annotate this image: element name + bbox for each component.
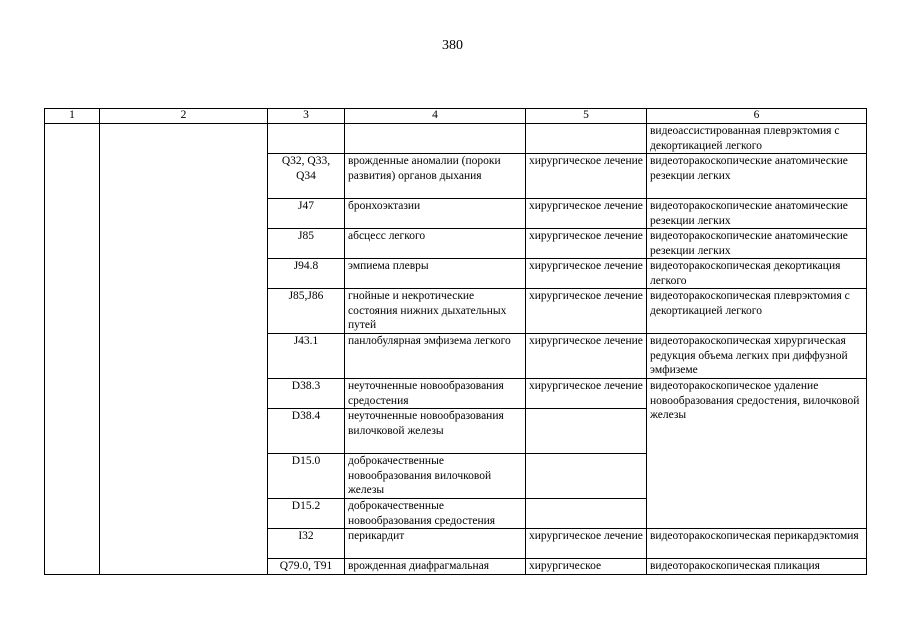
condition-cell: доброкачественные новообразования средостения xyxy=(345,499,526,529)
treatment-cell: хирургическое xyxy=(526,559,647,575)
method-cell: видеоторакоскопические анатомические резекции легких xyxy=(647,199,867,229)
code-cell: D38.3 xyxy=(268,379,345,409)
column-header: 5 xyxy=(526,109,647,124)
condition-cell: панлобулярная эмфизема легкого xyxy=(345,334,526,379)
condition-cell: неуточненные новообразования вилочковой железы xyxy=(345,409,526,454)
column-header: 6 xyxy=(647,109,867,124)
condition-cell: бронхоэктазии xyxy=(345,199,526,229)
condition-cell: неуточненные новообразования средостения xyxy=(345,379,526,409)
condition-cell: врожденная диафрагмальная xyxy=(345,559,526,575)
code-cell: D15.2 xyxy=(268,499,345,529)
treatment-cell: хирургическое лечение xyxy=(526,334,647,379)
method-cell: видеоторакоскопические анатомические резекции легких xyxy=(647,154,867,199)
method-cell: видеоторакоскопическая пликация xyxy=(647,559,867,575)
column-2-cell xyxy=(100,124,268,575)
treatment-cell: хирургическое лечение xyxy=(526,529,647,559)
condition-cell: доброкачественные новообразования вилочковой железы xyxy=(345,454,526,499)
method-cell: видеоторакоскопическая декортикация легкого xyxy=(647,259,867,289)
code-cell: D38.4 xyxy=(268,409,345,454)
treatment-cell xyxy=(526,124,647,154)
code-cell: Q79.0, T91 xyxy=(268,559,345,575)
condition-cell: гнойные и некротические состояния нижних дыхательных путей xyxy=(345,289,526,334)
condition-cell: врожденные аномалии (пороки развития) органов дыхания xyxy=(345,154,526,199)
procedures-table xyxy=(44,108,867,575)
condition-cell xyxy=(345,124,526,154)
method-cell: видеоторакоскопическая плеврэктомия с декортикацией легкого xyxy=(647,289,867,334)
treatment-cell xyxy=(526,409,647,454)
method-cell: видеоторакоскопическая хирургическая редукция объема легких при диффузной эмфиземе xyxy=(647,334,867,379)
column-1-cell xyxy=(45,124,100,575)
method-cell: видеоторакоскопическое удаление новообразования средостения, вилочковой железы xyxy=(647,379,867,529)
condition-cell: абсцесс легкого xyxy=(345,229,526,259)
treatment-cell: хирургическое лечение xyxy=(526,259,647,289)
method-cell: видеоторакоскопическая перикардэктомия xyxy=(647,529,867,559)
treatment-cell xyxy=(526,454,647,499)
page-number: 380 xyxy=(442,38,463,53)
code-cell: J85 xyxy=(268,229,345,259)
code-cell: J43.1 xyxy=(268,334,345,379)
table-row xyxy=(45,124,867,154)
treatment-cell: хирургическое лечение xyxy=(526,229,647,259)
condition-cell: эмпиема плевры xyxy=(345,259,526,289)
column-header: 2 xyxy=(100,109,268,124)
column-header: 4 xyxy=(345,109,526,124)
column-header: 1 xyxy=(45,109,100,124)
method-cell: видеоассистированная плеврэктомия с декортикацией легкого xyxy=(647,124,867,154)
code-cell xyxy=(268,124,345,154)
column-header: 3 xyxy=(268,109,345,124)
treatment-cell xyxy=(526,499,647,529)
table-header-row xyxy=(45,109,867,124)
code-cell: I32 xyxy=(268,529,345,559)
condition-cell: перикардит xyxy=(345,529,526,559)
code-cell: J47 xyxy=(268,199,345,229)
treatment-cell: хирургическое лечение xyxy=(526,379,647,409)
code-cell: J94.8 xyxy=(268,259,345,289)
method-cell: видеоторакоскопические анатомические резекции легких xyxy=(647,229,867,259)
code-cell: Q32, Q33, Q34 xyxy=(268,154,345,199)
treatment-cell: хирургическое лечение xyxy=(526,154,647,199)
code-cell: D15.0 xyxy=(268,454,345,499)
treatment-cell: хирургическое лечение xyxy=(526,289,647,334)
code-cell: J85,J86 xyxy=(268,289,345,334)
treatment-cell: хирургическое лечение xyxy=(526,199,647,229)
